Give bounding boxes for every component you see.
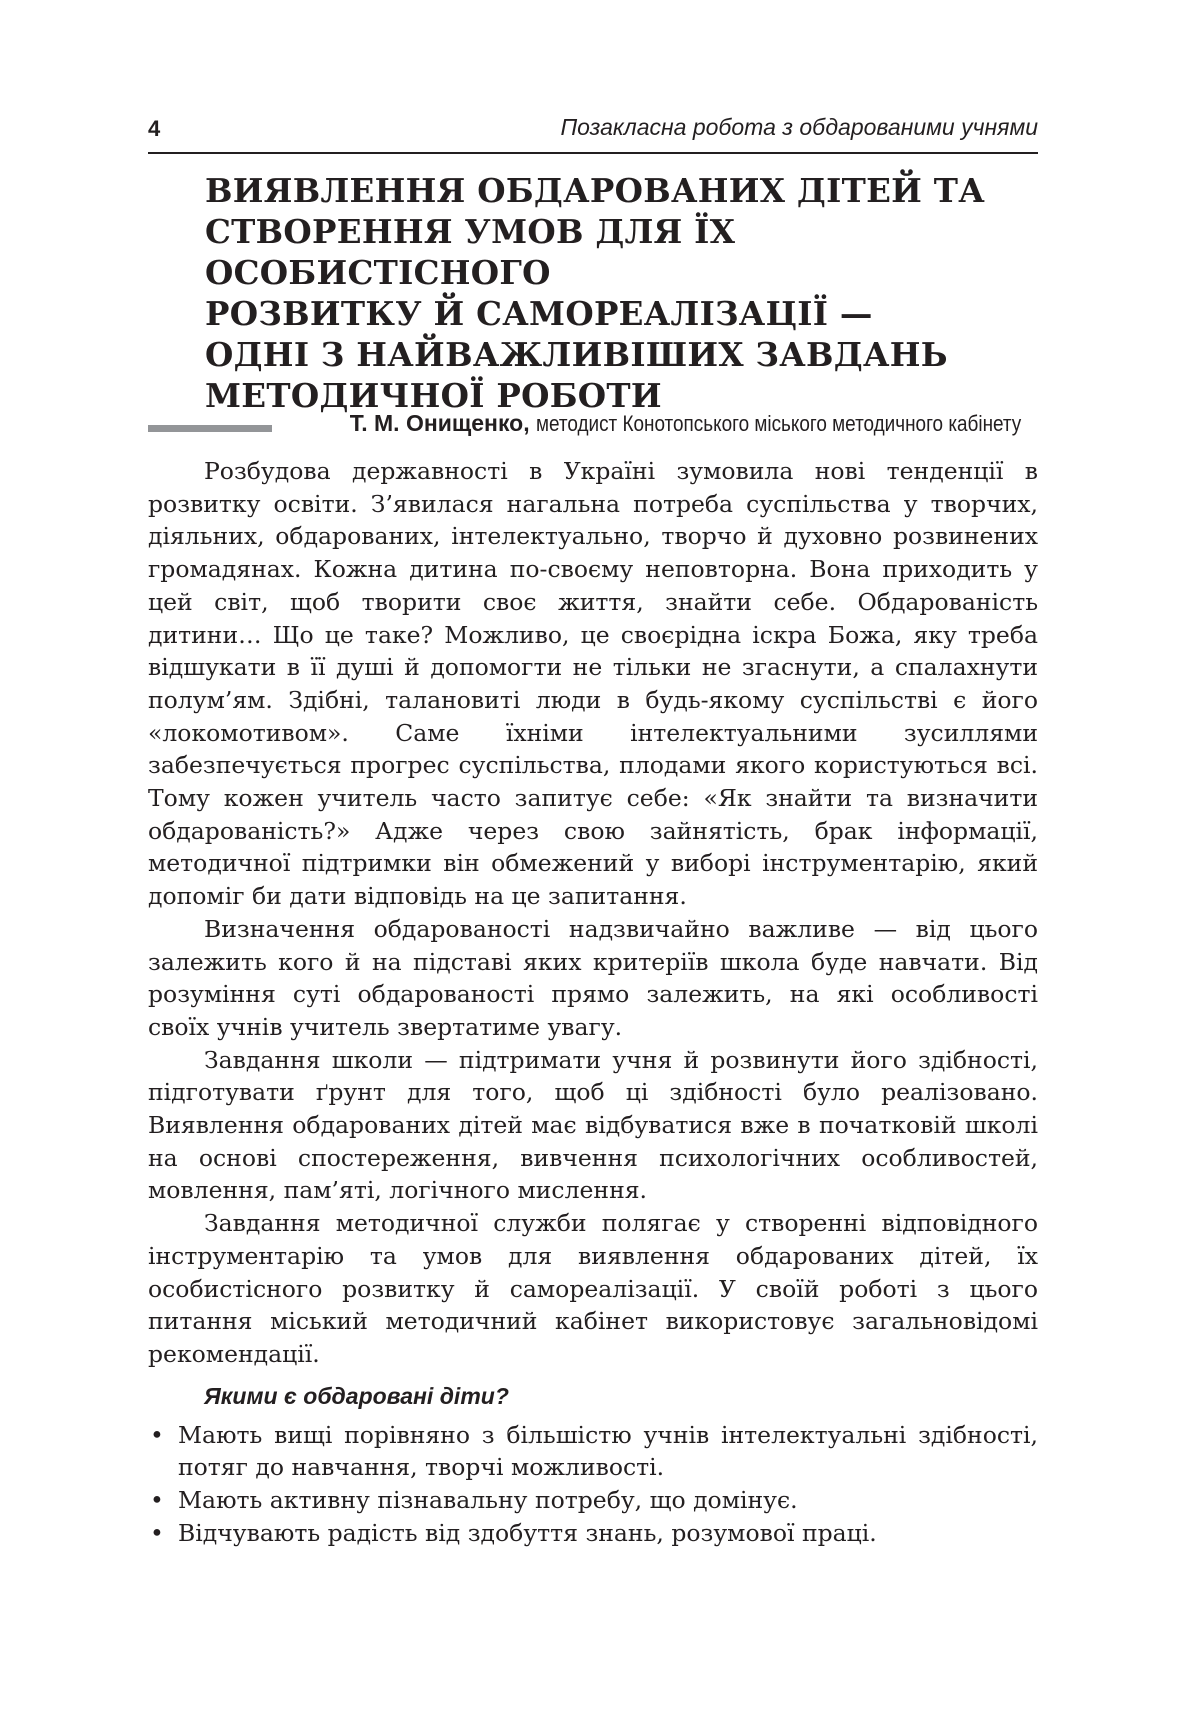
title-line: ВИЯВЛЕННЯ ОБДАРОВАНИХ ДІТЕЙ ТА (205, 171, 986, 210)
article-title (205, 170, 1065, 416)
running-title: Позакласна робота з обдарованими учнями (560, 114, 1038, 140)
bullet-icon: • (150, 1486, 164, 1515)
title-line: СТВОРЕННЯ УМОВ ДЛЯ ЇХ ОСОБИСТІСНОГО (205, 212, 736, 292)
article-body (148, 455, 1038, 1550)
bullet-list (148, 1419, 1038, 1550)
list-item (148, 1484, 1038, 1517)
paragraph: Завдання методичної служби полягає у створенні відповідного інструментарію та умов для виявлення обдарованих дітей, їх особистісного розвитку й самореалізації. У своїй роботі з цього питання міський методичний кабінет використовує загальновідомі рекомендації. (148, 1209, 1038, 1368)
bullet-icon: • (150, 1420, 164, 1449)
author-divider (148, 425, 272, 432)
title-line: МЕТОДИЧНОЇ РОБОТИ (205, 376, 662, 415)
bullet-icon: • (150, 1518, 164, 1547)
list-item-text: Мають вищі порівняно з більшістю учнів інтелектуальні здібності, потяг до навчання, творчі можливості. (178, 1420, 1038, 1482)
title-line: РОЗВИТКУ Й САМОРЕАЛІЗАЦІЇ — (205, 294, 873, 333)
author-byline (350, 410, 1038, 437)
title-line: ОДНІ З НАЙВАЖЛИВІШИХ ЗАВДАНЬ (205, 335, 948, 374)
page-header (148, 112, 1038, 154)
section-subheading: Якими є обдаровані діти? (204, 1382, 509, 1409)
paragraph: Розбудова державності в Україні зумовила нові тенденції в розвитку освіти. З’явилася нагальна потреба суспільства у творчих, діяльних, обдарованих, інтелектуально, творчо й духовно розвинених громадянах. Кожна дитина по-своєму неповторна. Вона приходить у цей світ, щоб творити своє життя, знайти себе. Обдарованість дитини… Що це таке? Можливо, це своєрідна іскра Божа, яку треба відшукати в її душі й допомогти не тільки не згаснути, а спалахнути полум’ям. Здібні, талановиті люди в будь-якому суспільстві є його «локомотивом». Саме їхніми інтелектуальними зусиллями забезпечується прогрес суспільства, плодами якого користуються всі. Тому кожен учитель часто запитує себе: «Як знайти та визначити обдарованість?» Адже через свою зайнятість, брак інформації, методичної підтримки він обмежений у виборі інструментарію, який допоміг би дати відповідь на це запитання. (148, 457, 1038, 911)
list-item (148, 1419, 1038, 1484)
author-name: Т. М. Онищенко, (349, 410, 530, 436)
list-item-text: Мають активну пізнавальну потребу, що домінує. (178, 1486, 798, 1515)
list-item-text: Відчувають радість від здобуття знань, розумової праці. (178, 1518, 877, 1547)
list-item (148, 1517, 1038, 1550)
paragraph: Визначення обдарованості надзвичайно важливе — від цього залежить кого й на підставі яких критеріїв школа буде навчати. Від розуміння суті обдарованості прямо залежить, на які особливості своїх учнів учитель звертатиме увагу. (148, 914, 1038, 1041)
author-role: методист Конотопського міського методичного кабінету (535, 411, 1022, 436)
paragraph: Завдання школи — підтримати учня й розвинути його здібності, підготувати ґрунт для того, щоб ці здібності було реалізовано. Виявлення обдарованих дітей має відбуватися вже в початковій школі на основі спостереження, вивчення психологічних особливостей, мовлення, пам’яті, логічного мислення. (148, 1045, 1038, 1205)
page-number: 4 (148, 116, 161, 141)
